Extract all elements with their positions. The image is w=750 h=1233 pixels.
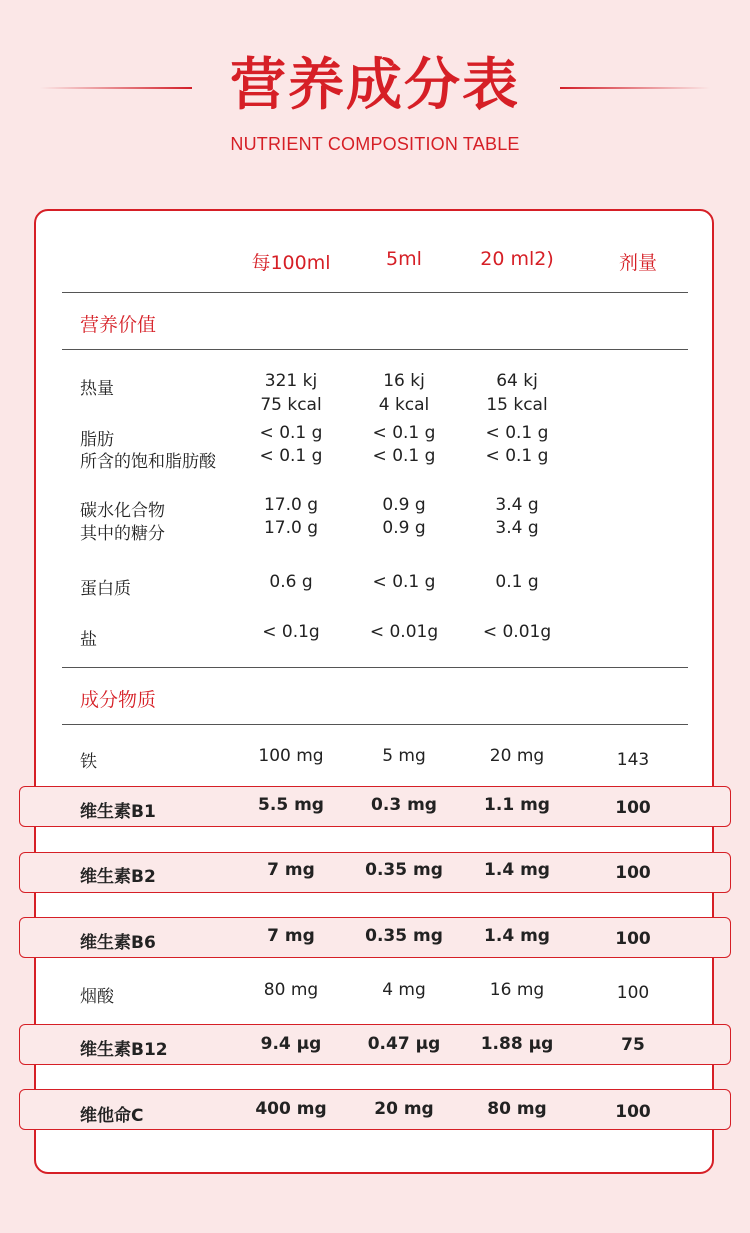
table-divider (62, 667, 688, 668)
row-label-vitamin-c: 维他命C (80, 1106, 144, 1126)
column-header-per-100ml: 每100ml (251, 252, 331, 274)
table-cell: 5 mg (382, 746, 426, 766)
table-cell: 0.9 g (382, 495, 426, 515)
row-label-protein: 蛋白质 (80, 579, 131, 599)
table-cell: 400 mg (255, 1099, 327, 1119)
table-cell: 321 kj (264, 371, 318, 391)
table-cell: 15 kcal (486, 395, 548, 415)
row-label-vitamin-b12: 维生素B12 (80, 1040, 168, 1060)
table-cell: 1.4 mg (484, 926, 550, 946)
table-cell: 0.35 mg (365, 926, 443, 946)
table-cell: 1.1 mg (484, 795, 550, 815)
table-cell: 1.88 µg (480, 1034, 554, 1054)
table-cell: < 0.01g (369, 622, 439, 642)
table-cell: < 0.1 g (372, 446, 436, 466)
table-divider (62, 349, 688, 350)
table-cell: 0.35 mg (365, 860, 443, 880)
table-cell: 5.5 mg (258, 795, 324, 815)
table-cell: 17.0 g (263, 495, 319, 515)
table-cell: 100 (615, 798, 651, 818)
row-label-niacin: 烟酸 (80, 987, 114, 1007)
row-label-sugar: 其中的糖分 (80, 524, 165, 544)
table-cell: 17.0 g (263, 518, 319, 538)
row-label-iron: 铁 (80, 752, 97, 772)
table-cell: 0.6 g (269, 572, 313, 592)
page-header (0, 0, 750, 200)
row-label-saturated-fat: 所含的饱和脂肪酸 (80, 452, 216, 472)
table-cell: < 0.1 g (485, 446, 549, 466)
table-cell: 1.4 mg (484, 860, 550, 880)
table-cell: < 0.1 g (259, 423, 323, 443)
table-cell: 9.4 µg (260, 1034, 322, 1054)
table-cell: 0.1 g (495, 572, 539, 592)
page-title: 营养成分表 (230, 53, 520, 118)
table-cell: 3.4 g (495, 495, 539, 515)
table-cell: 100 mg (258, 746, 324, 766)
row-label-vitamin-b2: 维生素B2 (80, 867, 156, 887)
page-subtitle: NUTRIENT COMPOSITION TABLE (230, 134, 520, 154)
table-cell: 20 mg (374, 1099, 434, 1119)
table-divider (62, 724, 688, 725)
table-cell: 64 kj (496, 371, 538, 391)
table-cell: 0.3 mg (371, 795, 437, 815)
table-cell: 20 mg (489, 746, 545, 766)
section-title-ingredients: 成分物质 (80, 689, 157, 711)
table-cell: 7 mg (267, 860, 315, 880)
table-cell: 3.4 g (495, 518, 539, 538)
table-cell: 16 mg (489, 980, 545, 1000)
table-cell: 100 (615, 929, 651, 949)
table-cell: 143 (616, 750, 650, 770)
table-cell: < 0.1 g (372, 423, 436, 443)
table-cell: 4 mg (382, 980, 426, 1000)
table-divider (62, 292, 688, 293)
row-label-vitamin-b6: 维生素B6 (80, 933, 156, 953)
table-cell: 80 mg (487, 1099, 547, 1119)
table-cell: 100 (615, 1102, 651, 1122)
row-label-energy: 热量 (80, 379, 114, 399)
table-cell: 4 kcal (378, 395, 430, 415)
table-cell: 7 mg (267, 926, 315, 946)
table-cell: 0.47 µg (367, 1034, 441, 1054)
section-title-nutrition: 营养价值 (80, 314, 157, 336)
table-cell: < 0.1 g (259, 446, 323, 466)
row-label-carbohydrates: 碳水化合物 (80, 501, 165, 521)
table-cell: < 0.01g (482, 622, 552, 642)
table-cell: 80 mg (263, 980, 319, 1000)
column-header-20ml: 20 ml2) (480, 248, 554, 270)
table-cell: 75 kcal (260, 395, 322, 415)
row-label-fat: 脂肪 (80, 430, 114, 450)
table-cell: 75 (621, 1035, 645, 1055)
row-label-salt: 盐 (80, 630, 97, 650)
table-cell: 100 (616, 983, 650, 1003)
row-label-vitamin-b1: 维生素B1 (80, 802, 156, 822)
table-cell: < 0.1g (262, 622, 320, 642)
column-header-5ml: 5ml (386, 248, 422, 270)
table-cell: < 0.1 g (485, 423, 549, 443)
table-cell: 16 kj (383, 371, 425, 391)
table-cell: 100 (615, 863, 651, 883)
table-cell: < 0.1 g (372, 572, 436, 592)
column-header-dose: 剂量 (618, 252, 657, 274)
table-cell: 0.9 g (382, 518, 426, 538)
